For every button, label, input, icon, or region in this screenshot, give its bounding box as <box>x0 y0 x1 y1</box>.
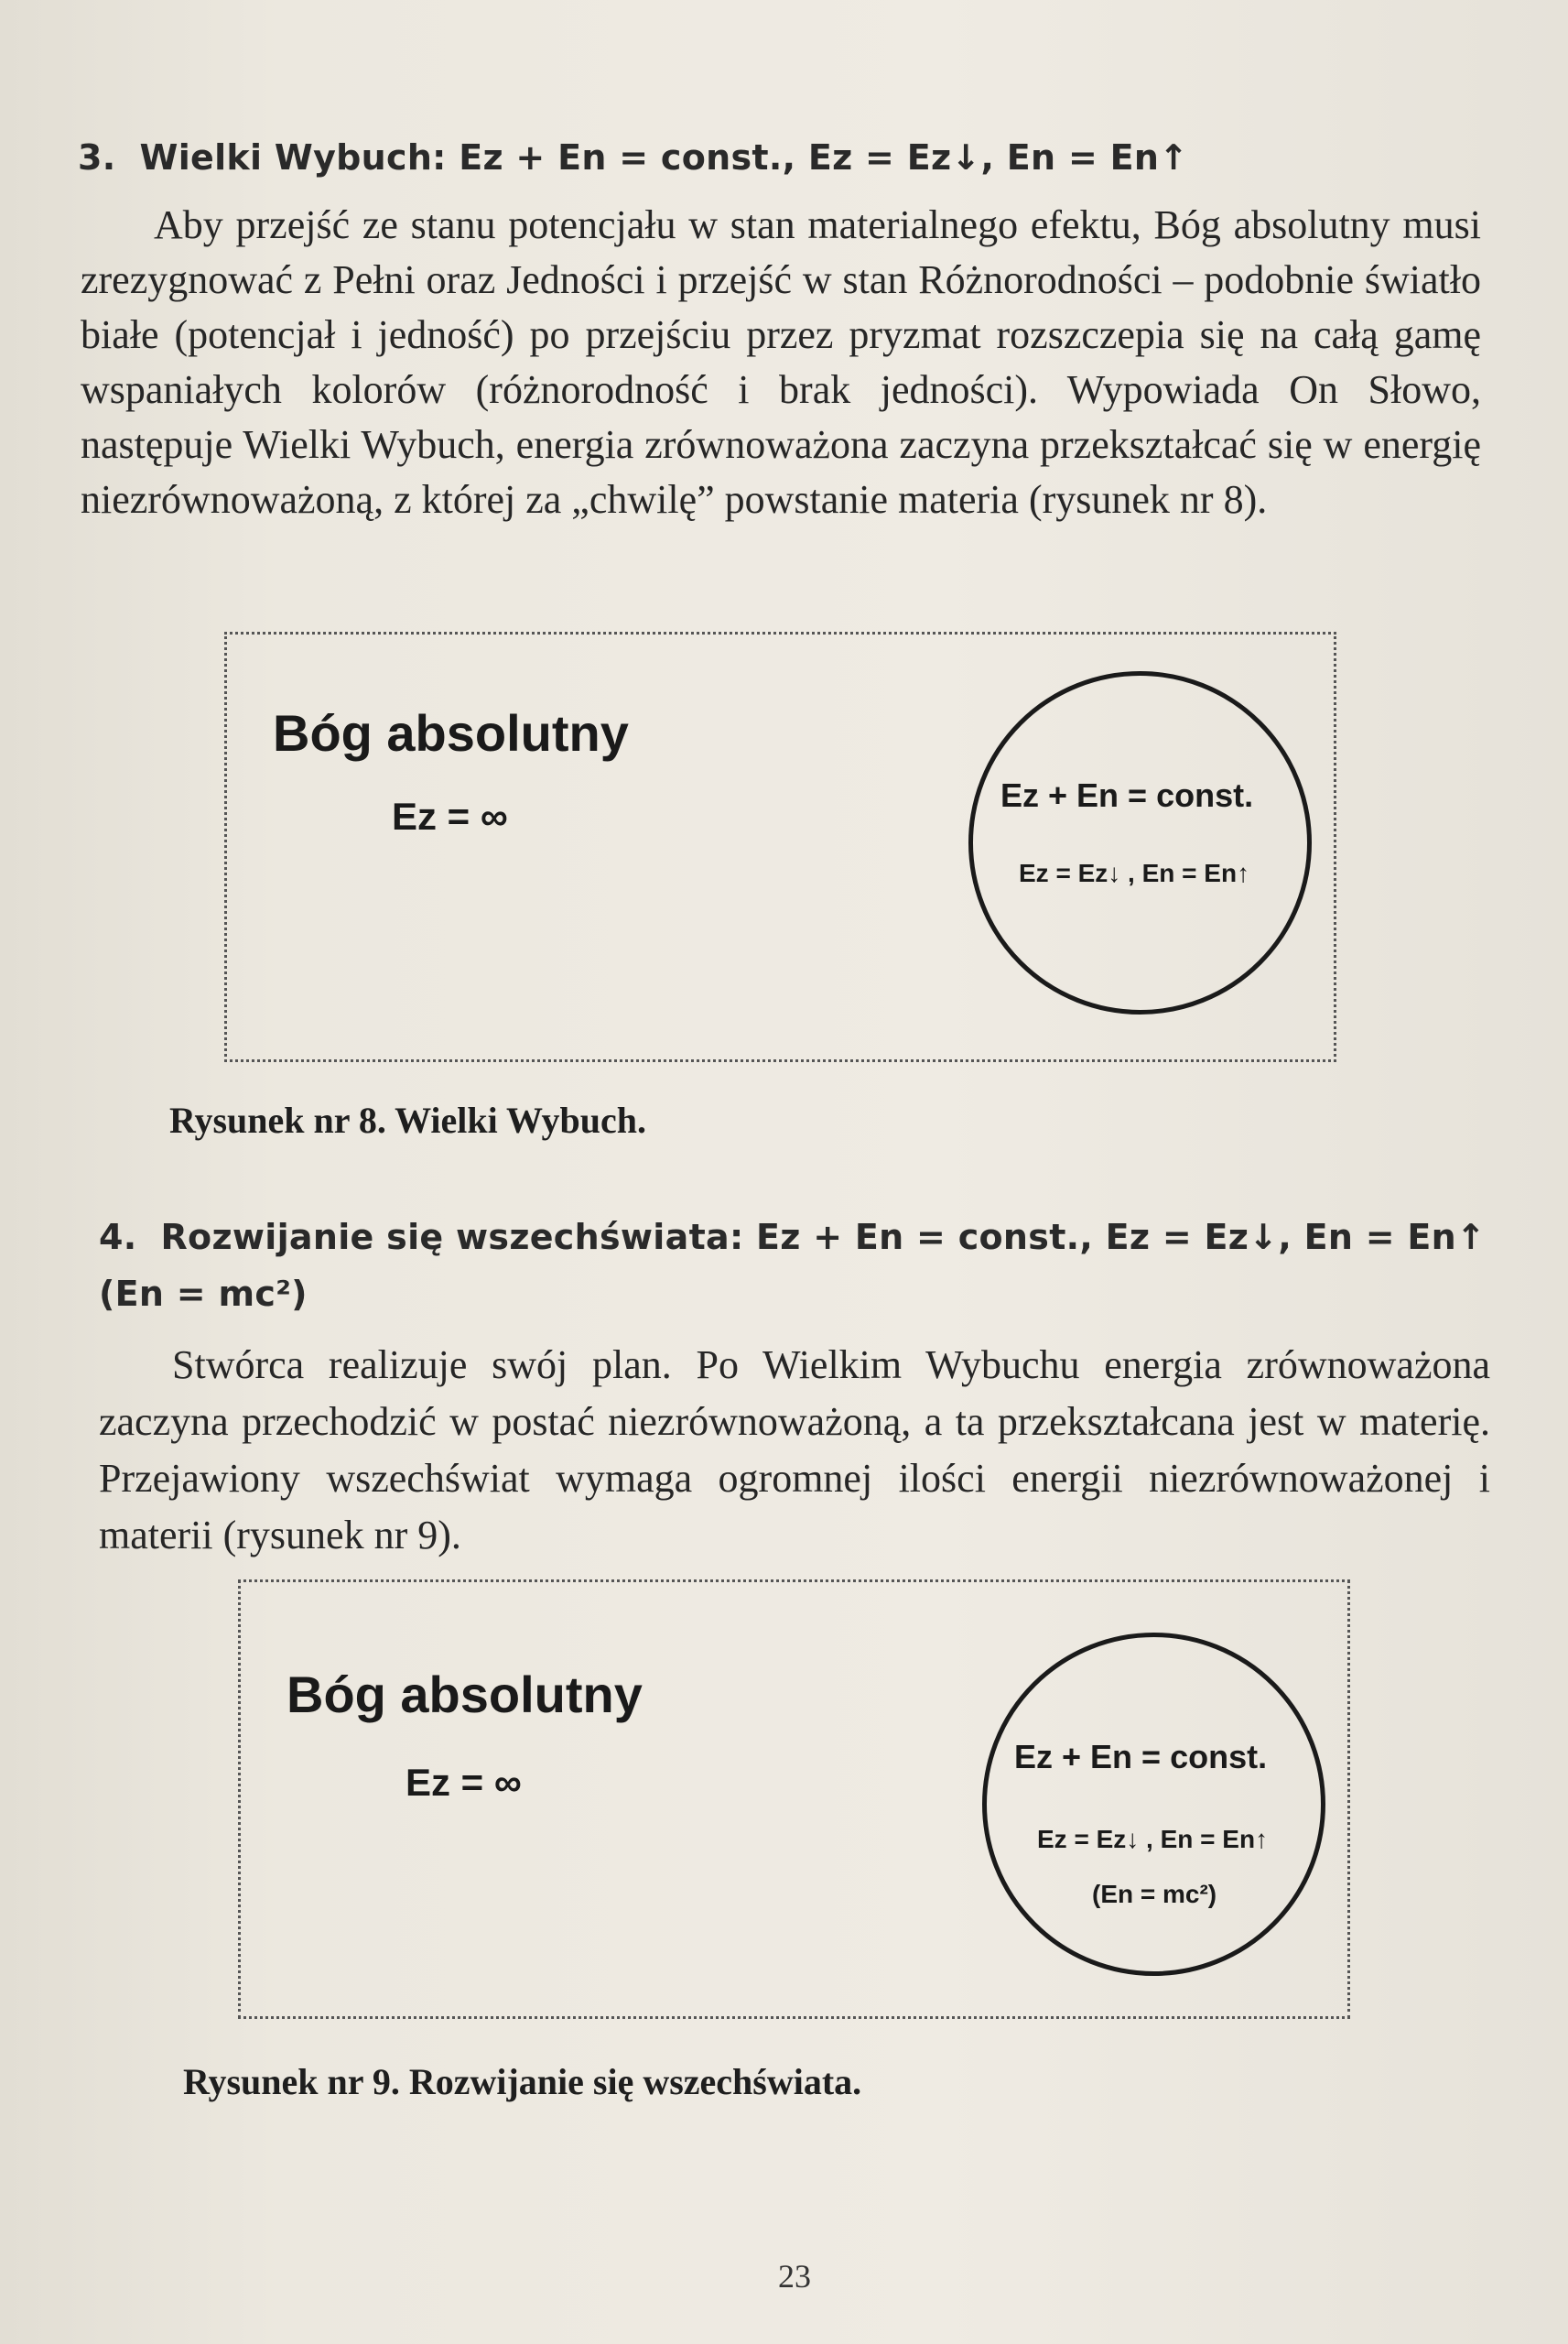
figure-8-title: Bóg absolutny <box>273 704 629 762</box>
figure-9-title: Bóg absolutny <box>287 1666 643 1723</box>
figure-9-circle-line3: (En = mc²) <box>1092 1880 1217 1908</box>
figure-8-circle-line1: Ez + En = const. <box>1000 776 1254 814</box>
section-4-number: 4. <box>99 1217 137 1257</box>
section-3-paragraph-text: Aby przejść ze stanu potencjału w stan materialnego efektu, Bóg absolutny musi zrezygnować z Pełni oraz Jedności i przejść w stan Różnorodności – podobnie światło białe (potencjał i jedność) po przejściu przez pryzmat rozszczepia się na całą gamę wspaniałych kolorów (różnorodność i brak jedności). Wypowiada On Słowo, następuje Wielki Wybuch, energia zrównoważona zaczyna przekształcać się w energię niezrównoważoną, z której za „chwilę” powstanie materia (rysunek nr 8). <box>81 202 1481 522</box>
section-4-paragraph <box>99 1337 1490 1564</box>
figure-8-circle-line2: Ez = Ez↓ , En = En↑ <box>1019 859 1250 887</box>
section-3-title: Wielki Wybuch: Ez + En = const., Ez = Ez↓, En = En↑ <box>139 137 1189 178</box>
section-4-heading <box>99 1209 1490 1322</box>
figure-8-circle <box>968 671 1312 1015</box>
figure-9-circle-line2: Ez = Ez↓ , En = En↑ <box>1037 1825 1269 1853</box>
figure-9-ez: Ez = ∞ <box>406 1761 522 1804</box>
page-number: 23 <box>778 2258 811 2295</box>
figure-9-caption: Rysunek nr 9. Rozwijanie się wszechświata. <box>183 2061 862 2102</box>
figure-8-ez: Ez = ∞ <box>392 795 508 838</box>
section-4-title: Rozwijanie się wszechświata: Ez + En = const., Ez = Ez↓, En = En↑ (En = mc²) <box>99 1217 1487 1314</box>
section-4-paragraph-text: Stwórca realizuje swój plan. Po Wielkim Wybuchu energia zrównoważona zaczyna przechodzić w postać niezrównoważoną, a ta przekształcana jest w materię. Przejawiony wszechświat wymaga ogromnej ilości energii niezrównoważonej i materii (rysunek nr 9). <box>99 1342 1490 1557</box>
figure-9-box <box>238 1579 1350 2019</box>
section-3-number: 3. <box>78 137 116 178</box>
section-3-heading <box>78 137 1469 178</box>
figure-9-circle <box>982 1633 1325 1976</box>
figure-9-circle-line1: Ez + En = const. <box>1014 1738 1268 1775</box>
section-3-paragraph <box>81 198 1481 527</box>
figure-8-box <box>224 632 1336 1062</box>
figure-8-caption: Rysunek nr 8. Wielki Wybuch. <box>169 1100 646 1141</box>
